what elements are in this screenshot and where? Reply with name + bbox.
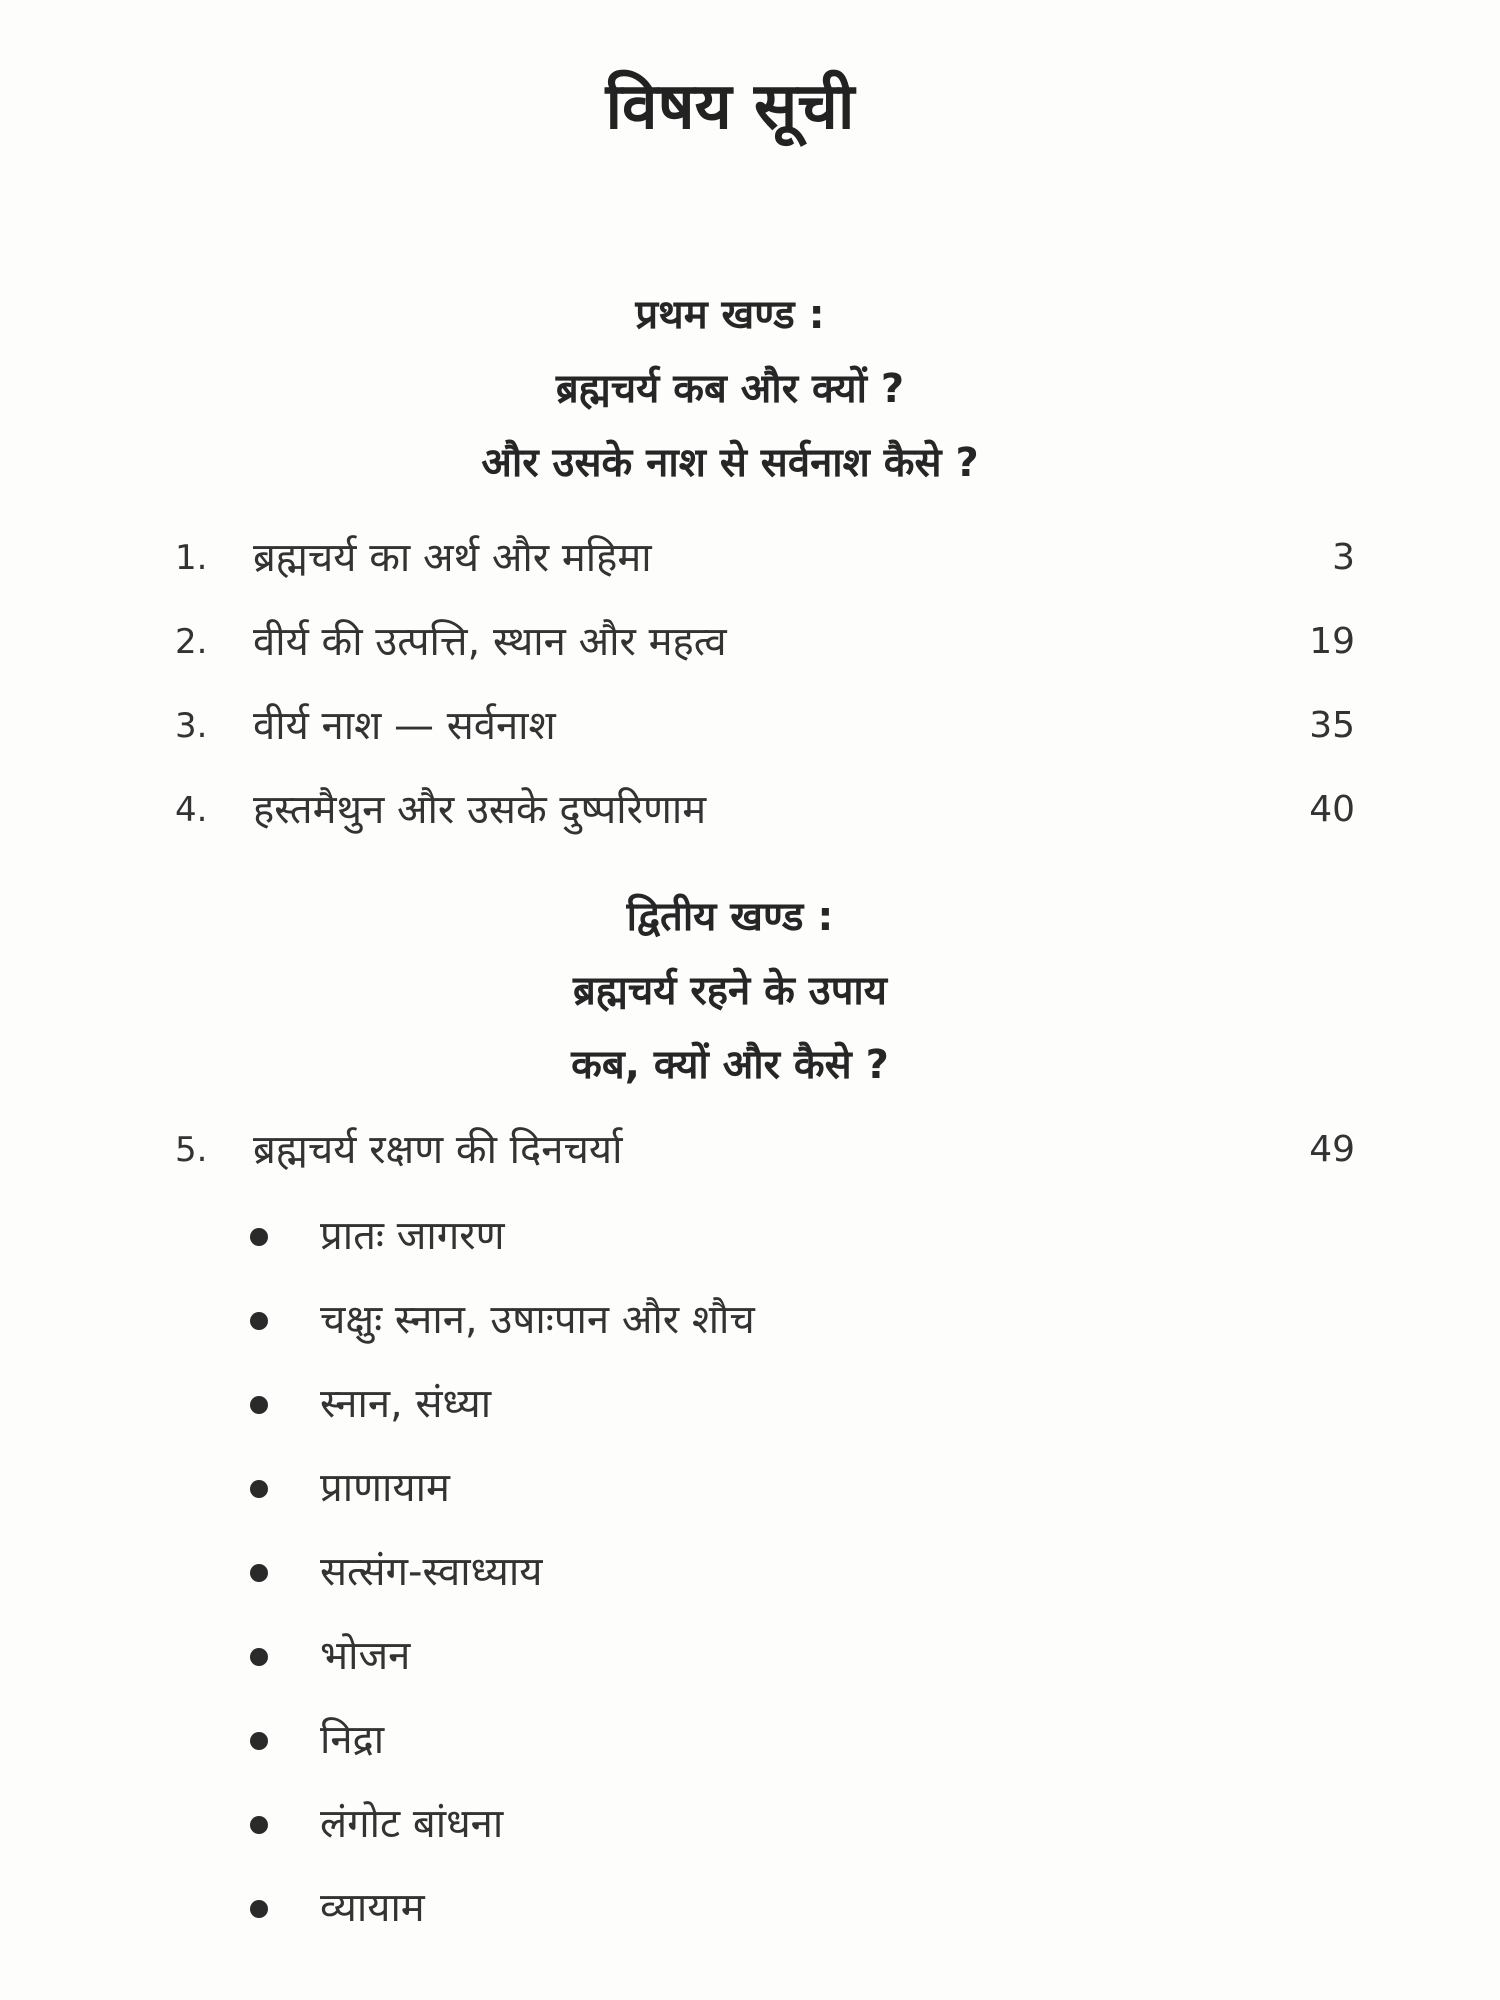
bullet-icon (250, 1564, 268, 1582)
section-1-label: प्रथम खण्ड : (635, 292, 825, 338)
entry-page-number: 35 (1309, 705, 1355, 746)
sub-item-text: प्रातः जागरण (320, 1213, 505, 1259)
section-1-subtitle: ब्रह्मचर्य कब और क्यों ? (555, 366, 905, 412)
entry-page-number: 3 (1332, 537, 1355, 578)
entry-title: ब्रह्मचर्य का अर्थ और महिमा (253, 535, 652, 581)
entry-title: वीर्य नाश — सर्वनाश (253, 703, 556, 749)
sub-item-text: प्राणायाम (320, 1465, 450, 1511)
bullet-icon (250, 1648, 268, 1666)
bullet-icon (250, 1480, 268, 1498)
entry-number: 5. (175, 1130, 208, 1170)
sub-item-text: स्नान, संध्या (320, 1381, 492, 1427)
sub-item-text: निद्रा (320, 1717, 385, 1763)
entry-page-number: 19 (1309, 621, 1355, 662)
toc-entry-3[interactable] (175, 696, 1355, 756)
bullet-icon (250, 1228, 268, 1246)
entry-title: वीर्य की उत्पत्ति, स्थान और महत्व (253, 619, 727, 665)
toc-entry-4[interactable] (175, 780, 1355, 840)
entry-number: 1. (175, 538, 208, 578)
bullet-icon (250, 1900, 268, 1918)
sub-item-text: चक्षुः स्नान, उषाःपान और शौच (320, 1297, 755, 1343)
sub-item-text: सत्संग-स्वाध्याय (320, 1549, 543, 1595)
entry-page-number: 49 (1309, 1129, 1355, 1170)
entry-title: हस्तमैथुन और उसके दुष्परिणाम (253, 787, 707, 833)
section-2-subtitle: ब्रह्मचर्य रहने के उपाय (573, 968, 887, 1014)
sub-item-text: लंगोट बांधना (320, 1801, 504, 1847)
section-heading-1 (0, 278, 1460, 500)
entry-number: 3. (175, 706, 208, 746)
entry-page-number: 40 (1309, 789, 1355, 830)
bullet-icon (250, 1396, 268, 1414)
section-1-subtitle-2: और उसके नाश से सर्वनाश कैसे ? (481, 440, 979, 486)
bullet-icon (250, 1816, 268, 1834)
toc-entry-5[interactable] (175, 1120, 1355, 1180)
section-heading-2 (0, 880, 1460, 1102)
sub-item-text: भोजन (320, 1633, 411, 1679)
bullet-icon (250, 1312, 268, 1330)
bullet-icon (250, 1732, 268, 1750)
entry-title: ब्रह्मचर्य रक्षण की दिनचर्या (253, 1127, 623, 1173)
sub-item-text: व्यायाम (320, 1885, 425, 1931)
toc-entry-1[interactable] (175, 528, 1355, 588)
entry-number: 2. (175, 622, 208, 662)
entry-number: 4. (175, 790, 208, 830)
section-2-subtitle-2: कब, क्यों और कैसे ? (571, 1042, 889, 1088)
page-title: विषय सूची (605, 70, 855, 144)
section-2-label: द्वितीय खण्ड : (626, 894, 834, 940)
toc-entry-2[interactable] (175, 612, 1355, 672)
